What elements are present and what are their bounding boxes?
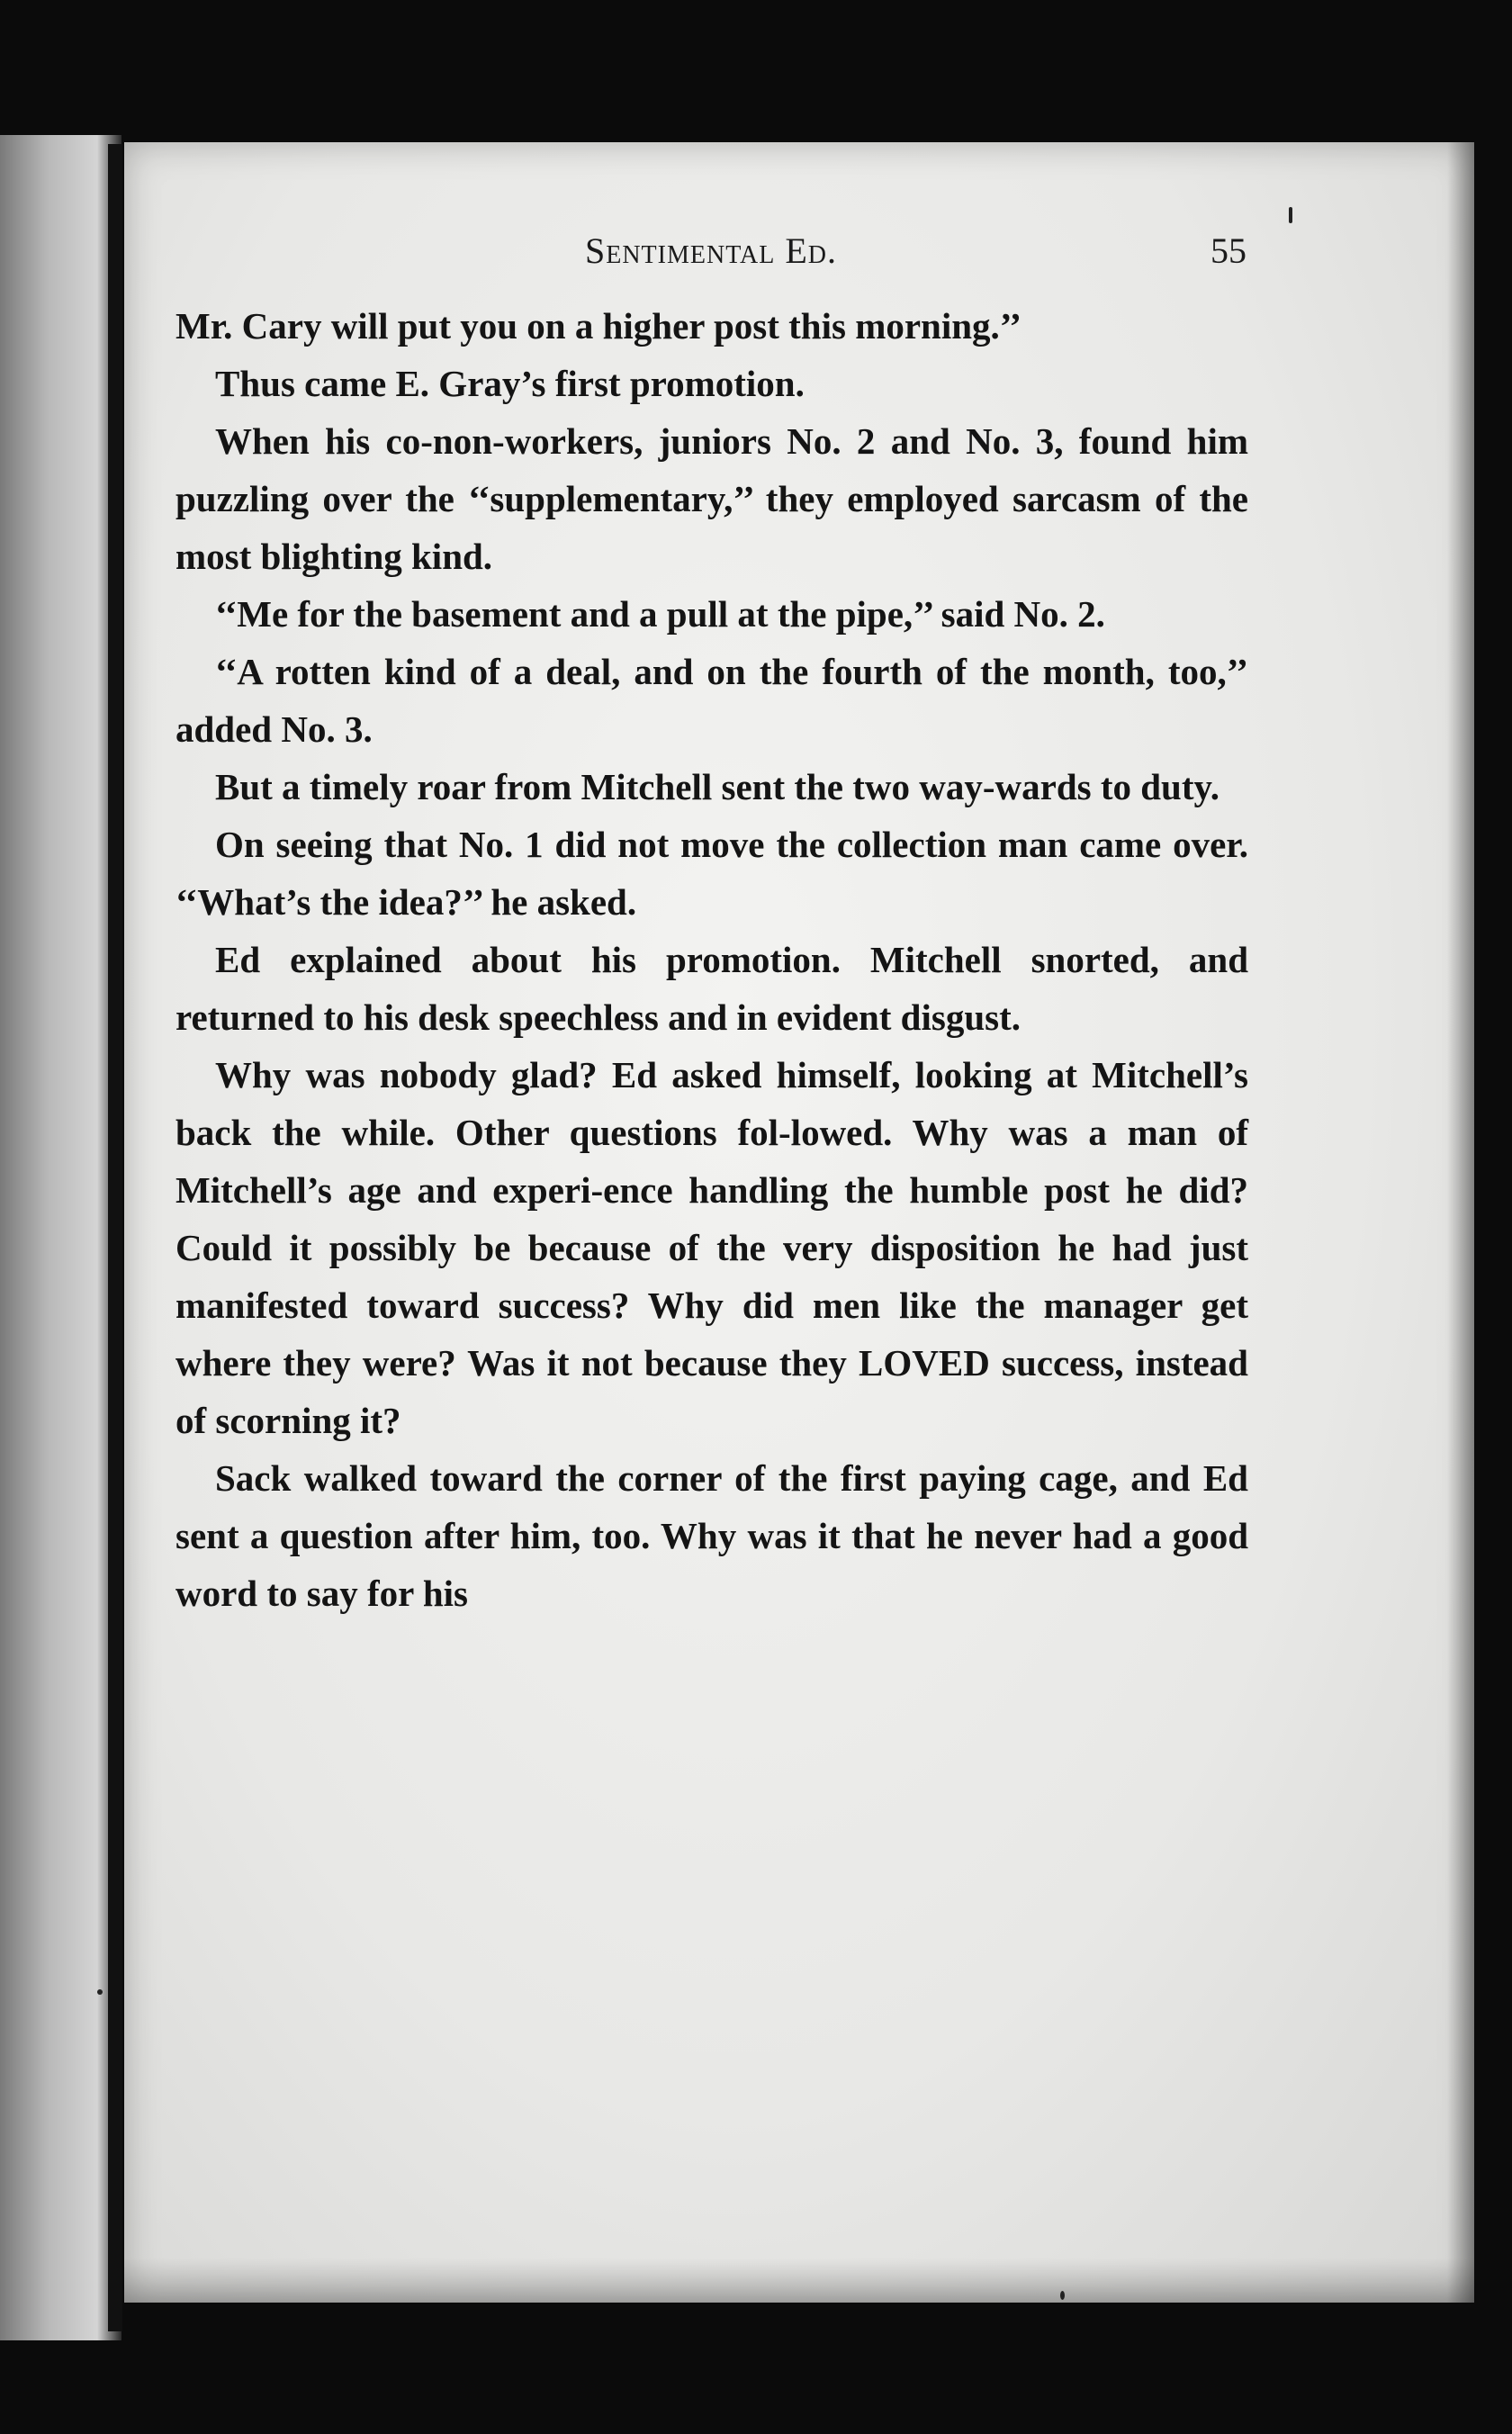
facing-page-edge [0, 135, 122, 2340]
paragraph: ‘‘Me for the basement and a pull at the pipe,’’ said No. 2. [215, 593, 1105, 635]
book-binding [108, 144, 122, 2331]
paragraph: When his co-non-workers, juniors No. 2 and No. 3, found him puzzling over the ‘‘supplementary,’’ they employed sarcasm of the most blighting kind. [176, 420, 1248, 577]
paragraph: ‘‘A rotten kind of a deal, and on the fourth of the month, too,’’ added No. 3. [176, 651, 1248, 750]
paragraph: Why was nobody glad? Ed asked himself, looking at Mitchell’s back the while. Other questions fol-lowed. Why was a man of Mitchell’s age and experi-ence handling the humble post he did? Could it possibly be because of the very disposition he had just manifested toward success? Why did men like the manager get where they were? Was it not because they LOVED success, instead of scorning it? [176, 1054, 1248, 1441]
scan-speck [1060, 2291, 1065, 2300]
page-edge-shadow [1447, 142, 1474, 2303]
paragraph: But a timely roar from Mitchell sent the two way-wards to duty. [215, 766, 1220, 807]
running-title: Sentimental Ed. [584, 230, 838, 271]
body-text [176, 297, 1248, 1622]
paragraph: Mr. Cary will put you on a higher post this morning.’’ [176, 305, 1022, 347]
paragraph: Sack walked toward the corner of the first paying cage, and Ed sent a question after him, too. Why was it that he never had a good word to say for his [176, 1457, 1248, 1614]
paragraph: Thus came E. Gray’s first promotion. [215, 363, 805, 404]
page-header [176, 230, 1246, 284]
scan-speck [97, 1989, 103, 1995]
paragraph: Ed explained about his promotion. Mitchell snorted, and returned to his desk speechless and in evident disgust. [176, 939, 1248, 1038]
paragraph: On seeing that No. 1 did not move the collection man came over. ‘‘What’s the idea?’’ he asked. [176, 824, 1248, 923]
scan-speck [1289, 207, 1292, 223]
page-number: 55 [1210, 230, 1246, 271]
page-bottom-shadow [124, 2258, 1474, 2303]
